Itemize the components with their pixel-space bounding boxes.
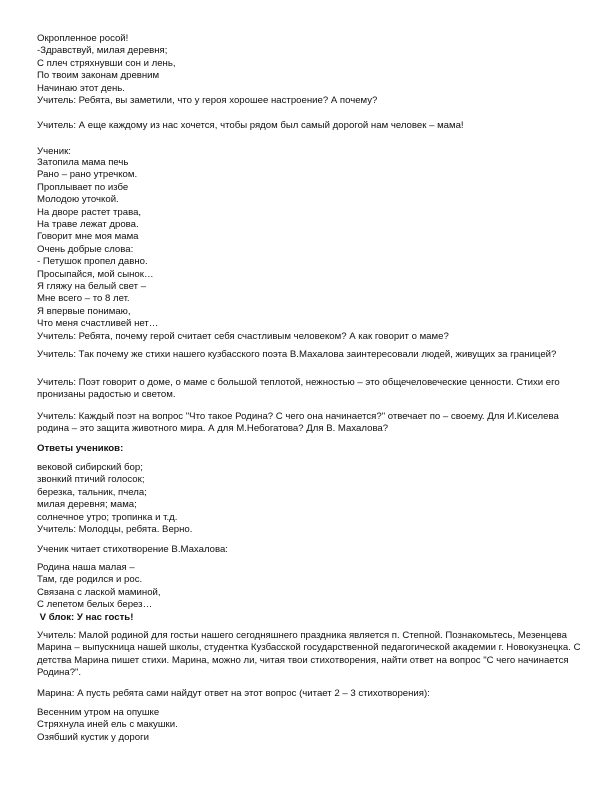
teacher-question: Учитель: Ребята, вы заметили, что у героя хорошее настроение? А почему? — [37, 95, 378, 107]
poem-spring-stanza — [37, 707, 582, 744]
answer-item: солнечное утро; тропинка и т.д. — [37, 511, 178, 523]
student-reads-note: Ученик читает стихотворение В.Махалова: — [37, 544, 228, 555]
teacher-remark-mother: Учитель: А еще каждому из нас хочется, чтобы рядом был самый дорогой нам человек – мама! — [37, 120, 464, 131]
poem-line: Затопила мама печь — [37, 157, 129, 168]
teacher-question-homeland: Учитель: Каждый поэт на вопрос "Что такое Родина? С чего она начинается?" отвечает по – своему. Для И.Киселева родина – это защита животного мира. А для М.Небогатова? Для В. Махалова? — [37, 411, 559, 435]
student-label: Ученик: — [37, 146, 71, 157]
poem-line: - Петушок пропел давно. — [37, 256, 148, 268]
answer-item: березка, тальник, пчела; — [37, 486, 147, 498]
poem-line: Родина наша малая – — [37, 562, 135, 573]
poem-line: Начинаю этот день. — [37, 82, 125, 94]
poem-line: Связана с лаской маминой, — [37, 586, 161, 598]
section-heading: V блок: У нас гость! — [37, 611, 134, 623]
poem-line: На дворе растет трава, — [37, 206, 142, 218]
poem-mother-stanza — [37, 157, 582, 343]
answer-item: милая деревня; мама; — [37, 499, 137, 511]
poem-line: С плеч стряхнувши сон и лень, — [37, 57, 176, 69]
poem-homeland-stanza — [37, 562, 582, 624]
poem-line: Что меня счастливей нет… — [37, 318, 159, 330]
poem-line: Стряхнула иней ель с макушки. — [37, 719, 178, 731]
poem-line: Рано – рано утречком. — [37, 169, 138, 181]
poem-line: Говорит мне моя мама — [37, 231, 139, 243]
answer-item: вековой сибирский бор; — [37, 462, 143, 473]
teacher-question: Учитель: Ребята, почему герой считает себя счастливым человеком? А как говорит о маме? — [37, 330, 449, 342]
poem-line: По твоим законам древним — [37, 70, 160, 82]
poem-line: Очень добрые слова: — [37, 243, 134, 255]
poem-line: Озябший кустик у дороги — [37, 731, 149, 743]
teacher-question-abroad: Учитель: Так почему же стихи нашего кузбасского поэта В.Махалова заинтересовали людей, живущих за границей? — [37, 349, 557, 360]
answers-heading: Ответы учеников: — [37, 443, 124, 454]
poem-line: Мне всего – то 8 лет. — [37, 293, 130, 305]
poem-line: Просыпайся, мой сынок… — [37, 268, 154, 280]
answer-item: звонкий птичий голосок; — [37, 474, 145, 486]
poem-line: -Здравствуй, милая деревня; — [37, 45, 168, 57]
poem-line: Я впервые понимаю, — [37, 305, 131, 317]
teacher-praise: Учитель: Молодцы, ребята. Верно. — [37, 524, 193, 536]
poem-line: Весенним утром на опушке — [37, 707, 160, 718]
poem-line: Там, где родился и рос. — [37, 574, 143, 586]
poem-line: На траве лежат дрова. — [37, 219, 139, 231]
marina-answer: Марина: А пусть ребята сами найдут ответ на этот вопрос (читает 2 – 3 стихотворения): — [37, 688, 430, 699]
poem-line: Окропленное росой! — [37, 33, 129, 44]
teacher-remark-values: Учитель: Поэт говорит о доме, о маме с большой теплотой, нежностью – это общечеловеческие ценности. Стихи его пронизаны радостью и светом. — [37, 377, 560, 401]
poem-line: Молодою уточкой. — [37, 194, 119, 206]
poem-intro-stanza — [37, 33, 582, 107]
answers-list — [37, 462, 582, 536]
poem-line: Я гляжу на белый свет – — [37, 281, 147, 293]
teacher-introduces-guest: Учитель: Малой родиной для гостьи нашего сегодняшнего праздника является п. Степной. Познакомьтесь, Мезенцева Марина – выпускница нашей школы, студентка Кузбасской государственной педагогической академии г. Новокузнецка. С детства Марина пишет стихи. Марина, можно ли, читая твои стихотворения, найти ответ на вопрос "С чего начинается Родина?". — [37, 630, 581, 679]
poem-line: С лепетом белых берез… — [37, 599, 153, 611]
poem-line: Проплывает по избе — [37, 181, 129, 193]
